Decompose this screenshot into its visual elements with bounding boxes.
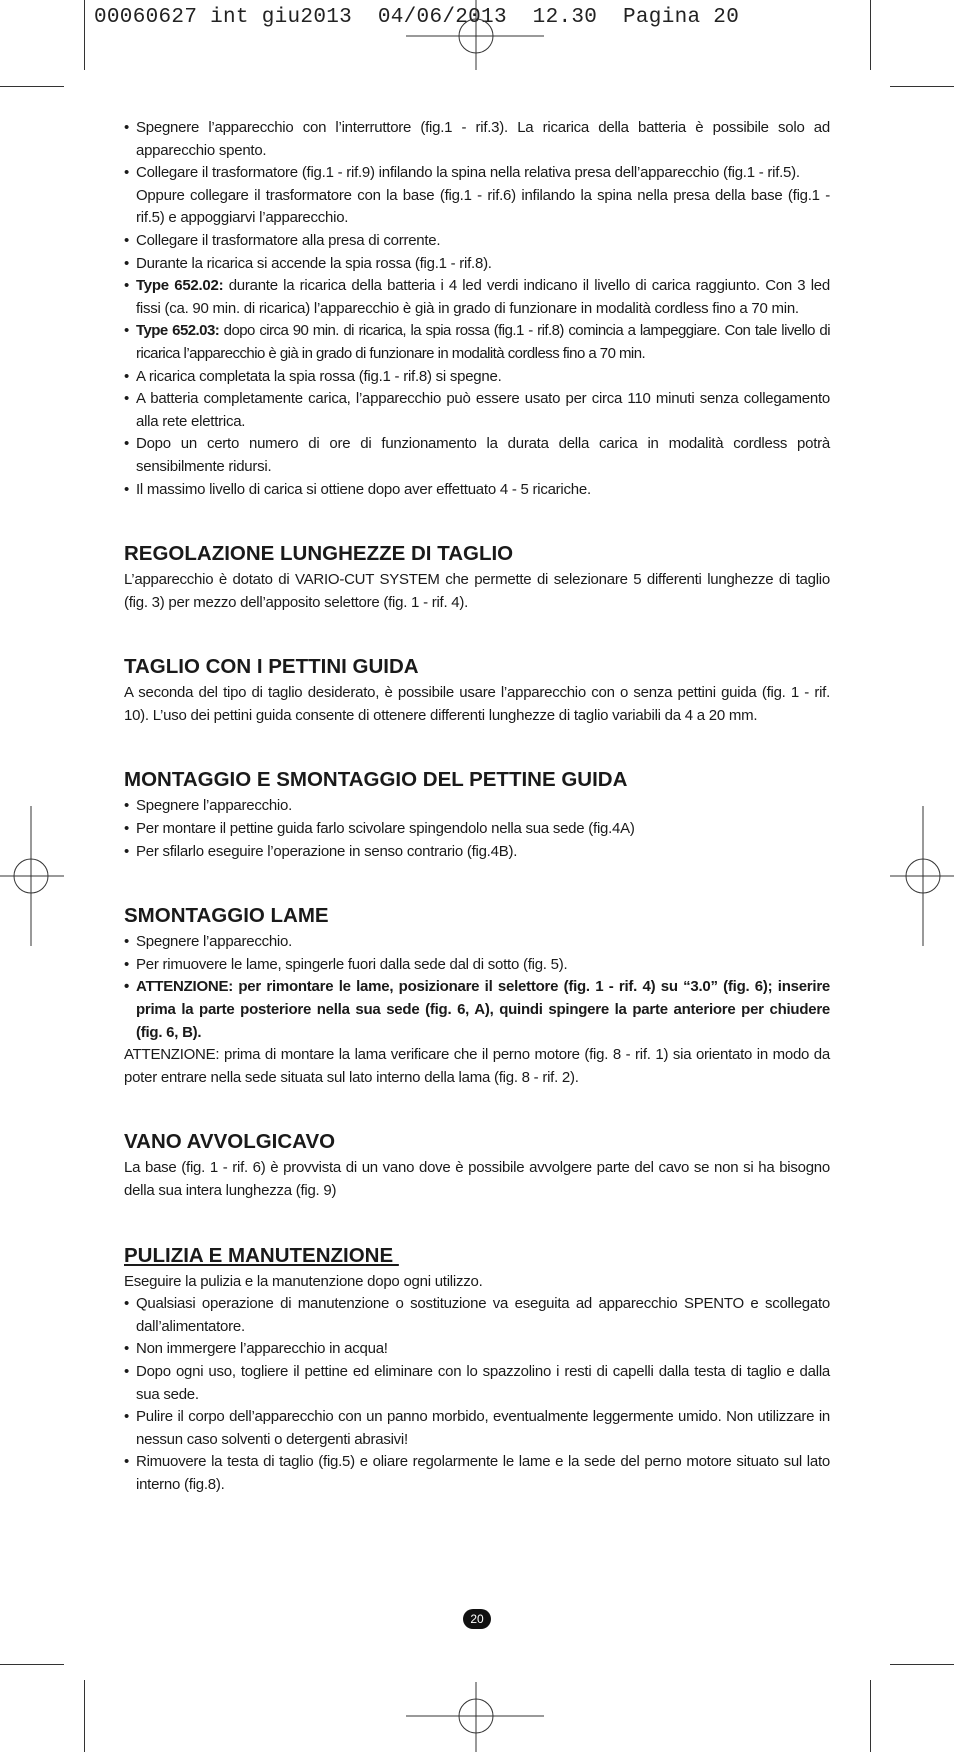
print-slug: 00060627 int giu2013 04/06/2013 12.30 Pagina 20 — [94, 6, 740, 29]
section-body-regolazione: L’apparecchio è dotato di VARIO-CUT SYSTEM che permette di selezionare 5 differenti lunghezze di taglio (fig. 3) per mezzo dell’apposito selettore (fig. 1 - rif. 4). — [124, 571, 830, 611]
section-intro-pulizia: Eseguire la pulizia e la manutenzione dopo ogni utilizzo. — [124, 1272, 483, 1290]
warning-item: • ATTENZIONE: per rimontare le lame, posizionare il selettore (fig. 1 - rif. 4) su “3.0” (fig. 6); inserire prima la parte posteriore nella sua sede (fig. 6, A), quindi spingere la parte anteriore per chiudere (fig. 6, B). — [124, 976, 830, 1044]
list-item: • Per sfilarlo eseguire l’operazione in senso contrario (fig.4B). — [124, 841, 830, 864]
model-label: Type 652.02: — [136, 277, 224, 295]
list-item: • Per montare il pettine guida farlo scivolare spingendolo nella sua sede (fig.4A) — [124, 818, 830, 841]
list-item: • Dopo un certo numero di ore di funzionamento la durata della carica in modalità cordless potrà sensibilmente ridursi. — [124, 433, 830, 478]
list-item: • Qualsiasi operazione di manutenzione o sostituzione va eseguita ad apparecchio SPENTO e scollegato dall’alimentatore. — [124, 1293, 830, 1338]
lame-warning-note: ATTENZIONE: prima di montare la lama verificare che il perno motore (fig. 8 - rif. 1) sia orientato in modo da poter entrare nella sede situata sul lato interno della lama (fig. 8 - rif. 2). — [124, 1046, 830, 1086]
crop-mark — [870, 0, 871, 70]
registration-mark-bottom — [404, 1682, 544, 1752]
list-item: • Collegare il trasformatore alla presa di corrente. — [124, 230, 830, 253]
list-item: • Rimuovere la testa di taglio (fig.5) e oliare regolarmente le lame e la sede del perno motore situato sul lato interno (fig.8). — [124, 1451, 830, 1496]
model-label: Type 652.03: — [136, 322, 220, 340]
list-item: • Spegnere l’apparecchio. — [124, 931, 830, 954]
pulizia-list — [124, 1293, 830, 1496]
registration-mark-top — [404, 0, 544, 70]
section-body-taglio: A seconda del tipo di taglio desiderato, è possibile usare l’apparecchio con o senza pettini guida (fig. 1 - rif. 10). L’uso dei pettini guida consente di ottenere differenti lunghezze di taglio variabili da 4 a 20 mm. — [124, 684, 830, 724]
list-item: • Type 652.03: dopo circa 90 min. di ricarica, la spia rossa (fig.1 - rif.8) comincia a lampeggiare. Con tale livello di ricarica l’apparecchio è già in grado di funzionare in modalità cordless fino a 70 min. — [124, 320, 830, 365]
crop-mark — [890, 1664, 954, 1665]
list-item-continuation: Oppure collegare il trasformatore con la base (fig.1 - rif.6) infilando la spina nella presa della base (fig.1 - rif.5) e appoggiarvi l’apparecchio. — [136, 186, 830, 227]
list-item: • Dopo ogni uso, togliere il pettine ed eliminare con lo spazzolino i resti di capelli dalla testa di taglio e dalla sua sede. — [124, 1361, 830, 1406]
list-item: • Spegnere l’apparecchio. — [124, 795, 830, 818]
section-title-vano: VANO AVVOLGICAVO — [124, 1130, 336, 1154]
crop-mark — [870, 1680, 871, 1752]
crop-mark — [890, 86, 954, 87]
section-title-pulizia: PULIZIA E MANUTENZIONE — [124, 1243, 399, 1267]
list-item: • A batteria completamente carica, l’apparecchio può essere usato per circa 110 minuti senza collegamento alla rete elettrica. — [124, 388, 830, 433]
section-title-lame: SMONTAGGIO LAME — [124, 904, 329, 928]
crop-mark — [84, 0, 85, 70]
list-item: • Pulire il corpo dell’apparecchio con un panno morbido, eventualmente leggermente umido. Non utilizzare in nessun caso solventi o detergenti abrasivi! — [124, 1406, 830, 1451]
manual-page-content — [124, 117, 830, 1497]
registration-mark-right — [890, 806, 954, 946]
list-item: • Collegare il trasformatore (fig.1 - rif.9) infilando la spina nella relativa presa dell’apparecchio (fig.1 - rif.5). Oppure collegare il trasformatore con la base (fig.1 - rif.6) infilando la spina nella presa della base (fig.1 - rif.5) e appoggiarvi l’apparecchio. — [124, 162, 830, 230]
section-title-montaggio: MONTAGGIO E SMONTAGGIO DEL PETTINE GUIDA — [124, 768, 628, 792]
list-item: • Type 652.02: durante la ricarica della batteria i 4 led verdi indicano il livello di carica raggiunto. Con 3 led fissi (ca. 90 min. di ricarica) l’apparecchio è già in grado di funzionare in modalità cordless fino a 70 min. — [124, 275, 830, 320]
montaggio-list — [124, 795, 830, 863]
registration-mark-left — [0, 806, 64, 946]
section-title-taglio: TAGLIO CON I PETTINI GUIDA — [124, 655, 419, 679]
list-item: • A ricarica completata la spia rossa (fig.1 - rif.8) si spegne. — [124, 366, 830, 389]
list-item: • Spegnere l’apparecchio con l’interruttore (fig.1 - rif.3). La ricarica della batteria è possibile solo ad apparecchio spento. — [124, 117, 830, 162]
charging-instructions-list — [124, 117, 830, 501]
crop-mark — [84, 1680, 85, 1752]
list-item: • Durante la ricarica si accende la spia rossa (fig.1 - rif.8). — [124, 253, 830, 276]
list-item: • Non immergere l’apparecchio in acqua! — [124, 1338, 830, 1361]
page-number-badge: 20 — [463, 1609, 491, 1629]
lame-list — [124, 931, 830, 1044]
list-item: • Per rimuovere le lame, spingerle fuori dalla sede dal di sotto (fig. 5). — [124, 954, 830, 977]
section-body-vano: La base (fig. 1 - rif. 6) è provvista di un vano dove è possibile avvolgere parte del cavo se non si ha bisogno della sua intera lunghezza (fig. 9) — [124, 1159, 830, 1199]
section-title-regolazione: REGOLAZIONE LUNGHEZZE DI TAGLIO — [124, 542, 514, 566]
crop-mark — [0, 1664, 64, 1665]
crop-mark — [0, 86, 64, 87]
list-item: • Il massimo livello di carica si ottiene dopo aver effettuato 4 - 5 ricariche. — [124, 479, 830, 502]
